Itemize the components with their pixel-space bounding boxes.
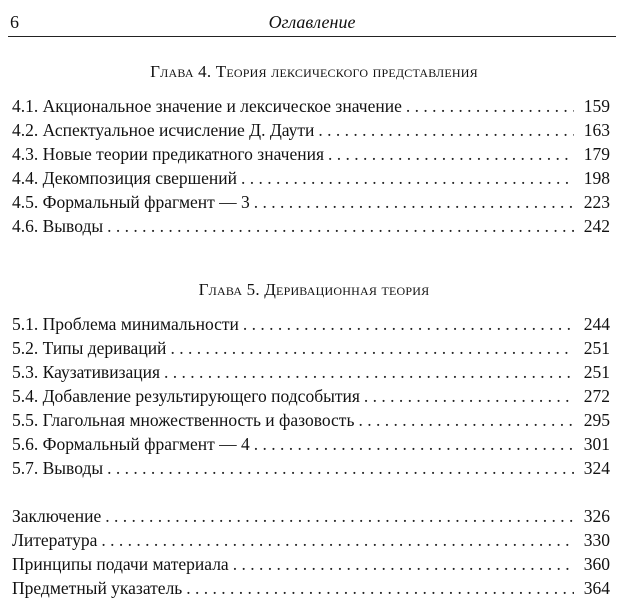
- toc-entry-page: 223: [583, 192, 610, 212]
- toc-entry[interactable]: [12, 214, 610, 238]
- toc-entry-label: 5.4. Добавление результирующего подсобытия: [12, 386, 360, 406]
- toc-entry[interactable]: [12, 360, 610, 384]
- toc-entry[interactable]: [12, 118, 610, 142]
- toc-entry[interactable]: [12, 432, 610, 456]
- toc-entry-label: Принципы подачи материала: [12, 554, 229, 574]
- toc-entry-label: 5.1. Проблема минимальности: [12, 314, 239, 334]
- toc-entry-label: 5.7. Выводы: [12, 458, 104, 478]
- toc-entry-page: 163: [583, 120, 610, 140]
- toc-entry[interactable]: [12, 166, 610, 190]
- toc-entry-page: 364: [583, 578, 610, 598]
- toc-leader-dots: [328, 142, 574, 166]
- toc-entry[interactable]: [12, 576, 610, 600]
- toc-entry[interactable]: [12, 94, 610, 118]
- chapter-4-title: Глава 4. Теория лексического представления: [150, 62, 478, 81]
- toc-entry[interactable]: [12, 312, 610, 336]
- toc-entry-page: 326: [583, 506, 610, 526]
- toc-entry[interactable]: [12, 552, 610, 576]
- toc-entry[interactable]: [12, 408, 610, 432]
- toc-leader-dots: [105, 504, 574, 528]
- toc-entry[interactable]: [12, 142, 610, 166]
- toc-entry-label: 4.6. Выводы: [12, 216, 104, 236]
- toc-entry[interactable]: [12, 528, 610, 552]
- toc-entry-page: 179: [583, 144, 610, 164]
- toc-entry-label: 5.3. Каузативизация: [12, 362, 161, 382]
- toc-leader-dots: [318, 118, 574, 142]
- toc-leader-dots: [358, 408, 574, 432]
- toc-leader-dots: [170, 336, 574, 360]
- toc-entry-page: 324: [583, 458, 610, 478]
- toc-entry-label: 4.1. Акциональное значение и лексическое значение: [12, 96, 402, 116]
- toc-entry-label: 5.6. Формальный фрагмент — 4: [12, 434, 250, 454]
- toc-entry-page: 198: [583, 168, 610, 188]
- toc-leader-dots: [164, 360, 574, 384]
- toc-leader-dots: [406, 94, 574, 118]
- toc-entry-page: 301: [583, 434, 610, 454]
- toc-leader-dots: [107, 214, 574, 238]
- toc-entry-page: 360: [583, 554, 610, 574]
- chapter-4-toc: [12, 94, 610, 238]
- toc-entry-label: Предметный указатель: [12, 578, 183, 598]
- toc-entry-label: Литература: [12, 530, 98, 550]
- toc-entry[interactable]: [12, 190, 610, 214]
- running-title: Оглавление: [268, 12, 356, 32]
- toc-leader-dots: [101, 528, 574, 552]
- toc-leader-dots: [107, 456, 574, 480]
- toc-entry-label: 4.3. Новые теории предикатного значения: [12, 144, 324, 164]
- toc-entry[interactable]: [12, 456, 610, 480]
- back-matter-toc: [12, 504, 610, 600]
- toc-entry-page: 159: [583, 96, 610, 116]
- toc-entry-label: 4.2. Аспектуальное исчисление Д. Даути: [12, 120, 315, 140]
- page-number: 6: [10, 12, 19, 32]
- toc-entry-page: 244: [583, 314, 610, 334]
- toc-leader-dots: [364, 384, 574, 408]
- toc-entry-page: 251: [583, 338, 610, 358]
- toc-entry-page: 251: [583, 362, 610, 382]
- toc-entry-page: 242: [583, 216, 610, 236]
- toc-leader-dots: [254, 190, 574, 214]
- toc-entry[interactable]: [12, 336, 610, 360]
- chapter-5-title: Глава 5. Деривационная теория: [198, 280, 430, 299]
- toc-leader-dots: [233, 552, 574, 576]
- toc-entry-label: 5.5. Глагольная множественность и фазовость: [12, 410, 355, 430]
- toc-leader-dots: [241, 166, 574, 190]
- toc-entry[interactable]: [12, 504, 610, 528]
- chapter-5-toc: [12, 312, 610, 480]
- toc-entry-page: 272: [583, 386, 610, 406]
- toc-entry-label: 4.4. Декомпозиция свершений: [12, 168, 237, 188]
- toc-leader-dots: [254, 432, 574, 456]
- toc-entry-label: 5.2. Типы дериваций: [12, 338, 167, 358]
- toc-entry-page: 295: [583, 410, 610, 430]
- toc-entry[interactable]: [12, 384, 610, 408]
- page-header: [8, 8, 616, 37]
- toc-leader-dots: [243, 312, 574, 336]
- toc-entry-label: 4.5. Формальный фрагмент — 3: [12, 192, 250, 212]
- toc-leader-dots: [186, 576, 574, 600]
- toc-entry-label: Заключение: [12, 506, 102, 526]
- toc-entry-page: 330: [583, 530, 610, 550]
